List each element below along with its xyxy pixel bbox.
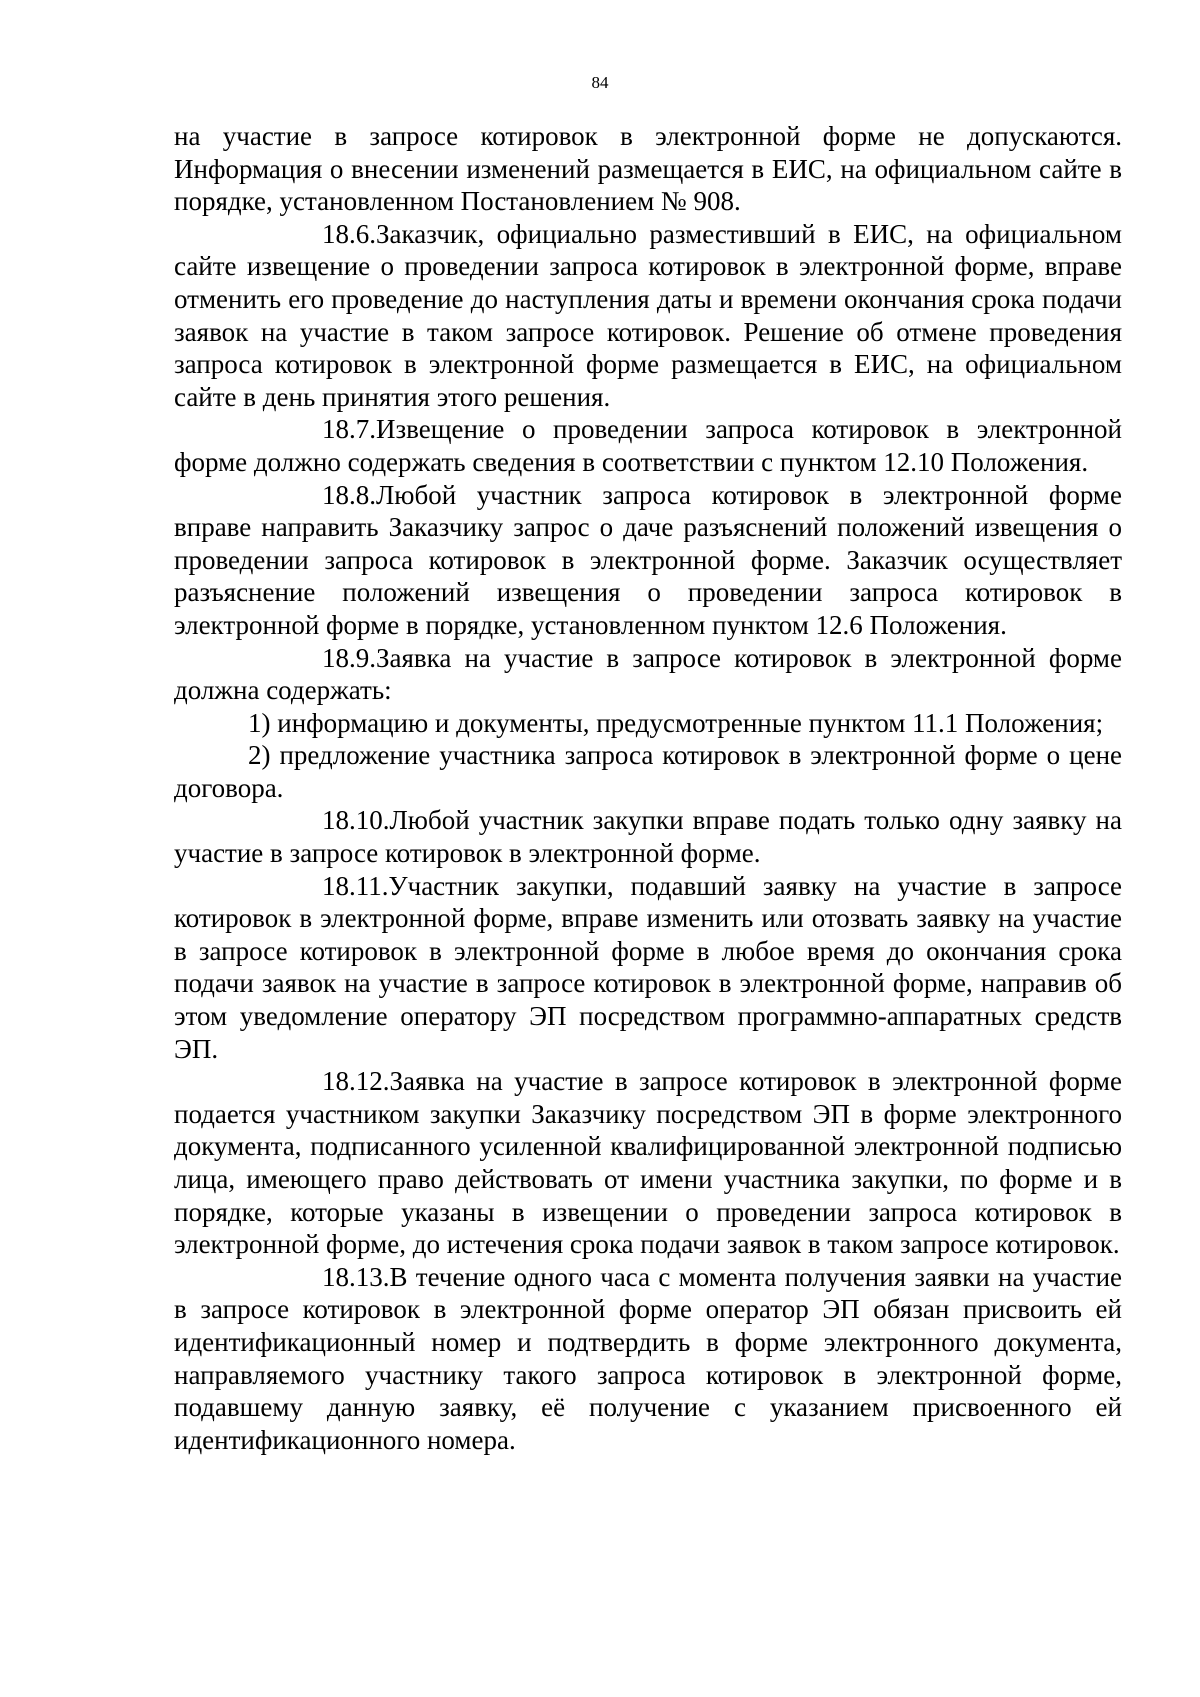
list-item-2 [174, 739, 1122, 804]
paragraph-18-11 [174, 870, 1122, 1066]
paragraph-text: В течение одного часа с момента получения заявки на участие в запросе котировок в электронной форме оператор ЭП обязан присвоить ей идентификационный номер и подтвердить в форме электронного документа, направляемого участнику такого запроса котировок в электронной форме, подавшему данную заявку, её получение с указанием присвоенного ей идентификационного номера. [174, 1261, 1122, 1455]
paragraph-number: 18.12. [322, 1066, 390, 1097]
paragraph-number: 18.13. [322, 1261, 390, 1292]
page-number: 84 [591, 73, 609, 92]
document-body [174, 120, 1122, 1456]
list-item-1 [174, 707, 1122, 740]
paragraph-text: Любой участник запроса котировок в электронной форме вправе направить Заказчику запрос о даче разъяснений положений извещения о проведении запроса котировок в электронной форме. Заказчик осуществляет разъяснение положений извещения о проведении запроса котировок в электронной форме в порядке, установленном пунктом 12.6 Положения. [174, 479, 1122, 640]
paragraph-18-7 [174, 413, 1122, 478]
paragraph-text: Любой участник закупки вправе подать только одну заявку на участие в запросе котировок в электронной форме. [174, 805, 1122, 869]
paragraph-18-12 [174, 1065, 1122, 1261]
paragraph-text: Заявка на участие в запросе котировок в электронной форме должна содержать: [174, 642, 1122, 706]
paragraph-18-13 [174, 1261, 1122, 1457]
paragraph-text: Извещение о проведении запроса котировок в электронной форме должно содержать сведения в соответствии с пунктом 12.10 Положения. [174, 414, 1122, 477]
paragraph-18-9 [174, 642, 1122, 707]
paragraph-18-10 [174, 804, 1122, 869]
paragraph-number: 18.7. [322, 414, 376, 445]
paragraph-continued [174, 120, 1122, 218]
paragraph-text: Заявка на участие в запросе котировок в электронной форме подается участником закупки Заказчику посредством ЭП в форме электронного документа, подписанного усиленной квалифицированной электронной подписью лица, имеющего право действовать от имени участника закупки, по форме и в порядке, которые указаны в извещении о проведении запроса котировок в электронной форме, до истечения срока подачи заявок в таком запросе котировок. [174, 1066, 1122, 1260]
paragraph-number: 18.9. [322, 642, 376, 673]
paragraph-number: 18.8. [322, 479, 376, 510]
paragraph-number: 18.11. [322, 870, 389, 901]
paragraph-number: 18.10. [322, 805, 390, 836]
paragraph-number: 18.6. [322, 218, 376, 249]
list-item-text: 1) информацию и документы, предусмотренные пунктом 11.1 Положения; [248, 707, 1104, 738]
paragraph-text: Участник закупки, подавший заявку на участие в запросе котировок в электронной форме, вправе изменить или отозвать заявку на участие в запросе котировок в электронной форме в любое время до окончания срока подачи заявок на участие в запросе котировок в электронной форме, направив об этом уведомление оператору ЭП посредством программно-аппаратных средств ЭП. [174, 870, 1122, 1064]
list-item-text: 2) предложение участника запроса котировок в электронной форме о цене договора. [174, 740, 1122, 803]
paragraph-18-8 [174, 479, 1122, 642]
paragraph-18-6 [174, 218, 1122, 414]
paragraph-text: Заказчик, официально разместивший в ЕИС, на официальном сайте извещение о проведении запроса котировок в электронной форме, вправе отменить его проведение до наступления даты и времени окончания срока подачи заявок на участие в таком запросе котировок. Решение об отмене проведения запроса котировок в электронной форме размещается в ЕИС, на официальном сайте в день принятия этого решения. [174, 218, 1122, 412]
paragraph-text: на участие в запросе котировок в электронной форме не допускаются. Информация о внесении изменений размещается в ЕИС, на официальном сайте в порядке, установленном Постановлением № 908. [174, 121, 1122, 217]
